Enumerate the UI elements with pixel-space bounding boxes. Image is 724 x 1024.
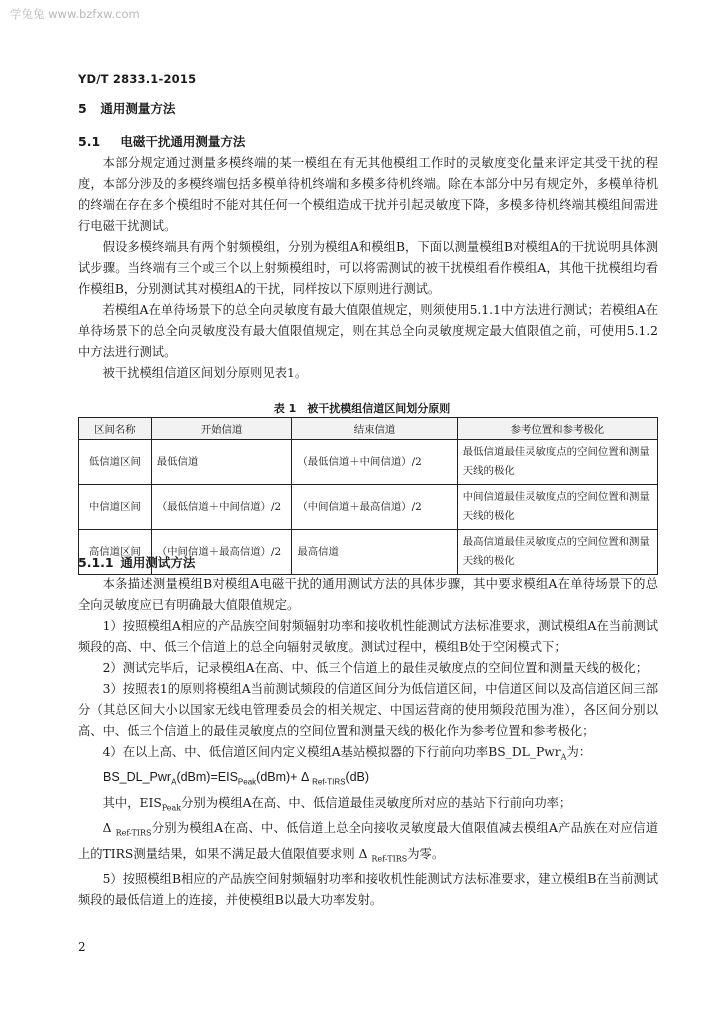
table-header-cell: 结束信道	[292, 418, 457, 440]
power-formula: $BS\_DL\_Pwr_A(dBm)=EIS_{Peak}(dBm)+ \Delta$ $_{Ref-TIRS}$(dB)	[103, 770, 370, 787]
table-cell: （最低信道＋中间信道）/2	[292, 440, 457, 485]
paragraph: 被干扰模组信道区间划分原则见表1。	[102, 366, 308, 380]
table-cell: （最低信道＋中间信道）/2	[151, 485, 292, 530]
section-number: 5.1	[78, 134, 101, 149]
paragraph: 假设多模终端具有两个射频模组，分别为模组A和模组B，下面以测量模组B对模组A的干扰说明具体测试步骤。当终端有三个或三个以上射频模组时，可以将需测试的被干扰模组看作模组A，其他干扰模组均看作模组B，分别测试其对模组A的干扰，同样按以下原则进行测试。	[78, 240, 658, 296]
delta-explanation: Δ $_{Ref-TIRS}$分别为模组A在高、中、低信道上总全向接收灵敏度最大值限值减去模组A产品族在对应信道上的TIRS测量结果，如果不满足最大值限值要求则 Δ $_{Ref-TIRS}$为零。	[78, 821, 658, 864]
table-cell: 最高信道	[292, 530, 457, 575]
table-cell: 中信道区间	[79, 485, 152, 530]
formula-explanation: 其中，$EIS_{Peak}$分别为模组A在高、中、低信道最佳灵敏度所对应的基站下行前向功率；	[102, 795, 572, 813]
table-cell: 低信道区间	[79, 440, 152, 485]
table-header-row	[79, 418, 658, 440]
section-title: 电磁干扰通用测量方法	[120, 134, 246, 149]
step-3: 3）按照表1的原则将模组A当前测试频段的信道区间分为低信道区间，中信道区间以及高信道区间三部分（其总区间大小以国家无线电管理委员会的相关规定、中国运营商的使用频段范围为准），各区间分别以高、中、低三个信道上的最佳灵敏度点的空间位置和测量天线的极化作为参考位置和参考极化；	[78, 682, 658, 738]
section-heading-5-1	[78, 132, 245, 150]
page-number: 2	[78, 940, 86, 954]
section-number: 5	[78, 101, 87, 116]
section-title: 通用测试方法	[120, 555, 196, 570]
table-cell: 最低信道最佳灵敏度点的空间位置和测量天线的极化	[457, 440, 657, 485]
table-header-cell: 区间名称	[79, 418, 152, 440]
section-heading-5-1-1	[78, 553, 195, 571]
watermark: 学兔兔 www.bzfxw.com	[10, 7, 140, 21]
table-cell: 最低信道	[151, 440, 292, 485]
step-1: 1）按照模组A相应的产品族空间射频辐射功率和接收机性能测试方法标准要求，测试模组A在当前测试频段的高、中、低三个信道上的总全向辐射灵敏度。测试过程中，模组B处于空闲模式下；	[78, 619, 658, 654]
step-5: 5）按照模组B相应的产品族空间射频辐射功率和接收机性能测试方法标准要求，建立模组B在当前测试频段的最低信道上的连接，并使模组B以最大功率发射。	[78, 872, 658, 908]
table-header-cell: 参考位置和参考极化	[457, 418, 657, 440]
paragraph: 本条描述测量模组B对模组A电磁干扰的通用测试方法的具体步骤，其中要求模组A在单待场景下的总全向灵敏度应已有明确最大值限值规定。	[78, 577, 658, 612]
channel-interval-table	[78, 417, 658, 575]
table-header-cell: 开始信道	[151, 418, 292, 440]
section-heading-5	[78, 99, 175, 117]
paragraph: 若模组A在单待场景下的总全向灵敏度有最大值限值规定，则须使用5.1.1中方法进行测试；若模组A在单待场景下的总全向灵敏度没有最大值限值规定，则在其总全向灵敏度规定最大值限值之前，可使用5.1.2中方法进行测试。	[78, 303, 658, 359]
table-row	[79, 440, 658, 485]
table-cell: （中间信道＋最高信道）/2	[151, 530, 292, 575]
section-5-1-1-body	[78, 574, 658, 911]
table-caption: 表 1 被干扰模组信道区间划分原则	[273, 402, 451, 415]
section-number: 5.1.1	[78, 555, 114, 570]
table-cell: （中间信道＋最高信道）/2	[292, 485, 457, 530]
section-5-1-body	[78, 153, 658, 384]
step-2: 2）测试完毕后，记录模组A在高、中、低三个信道上的最佳灵敏度点的空间位置和测量天线的极化；	[102, 661, 649, 675]
table-row	[79, 485, 658, 530]
paragraph: 本部分规定通过测量多模终端的某一模组在有无其他模组工作时的灵敏度变化量来评定其受干扰的程度，本部分涉及的多模终端包括多模单待机终端和多模多待机终端。除在本部分中另有规定外，多模单待机的终端在存在多个模组时不能对其任何一个模组造成干扰并引起灵敏度下降，多模多待机终端其模组间需进行电磁干扰测试。	[78, 156, 658, 233]
table-cell: 高信道区间	[79, 530, 152, 575]
standard-code: YD/T 2833.1-2015	[78, 72, 197, 86]
table-cell: 中间信道最佳灵敏度点的空间位置和测量天线的极化	[457, 485, 657, 530]
table-cell: 最高信道最佳灵敏度点的空间位置和测量天线的极化	[457, 530, 657, 575]
step-4: 4）在以上高、中、低信道区间内定义模组A基站模拟器的下行前向功率BS_DL_Pwr$_A$为：	[102, 745, 592, 762]
section-title: 通用测量方法	[100, 101, 176, 116]
